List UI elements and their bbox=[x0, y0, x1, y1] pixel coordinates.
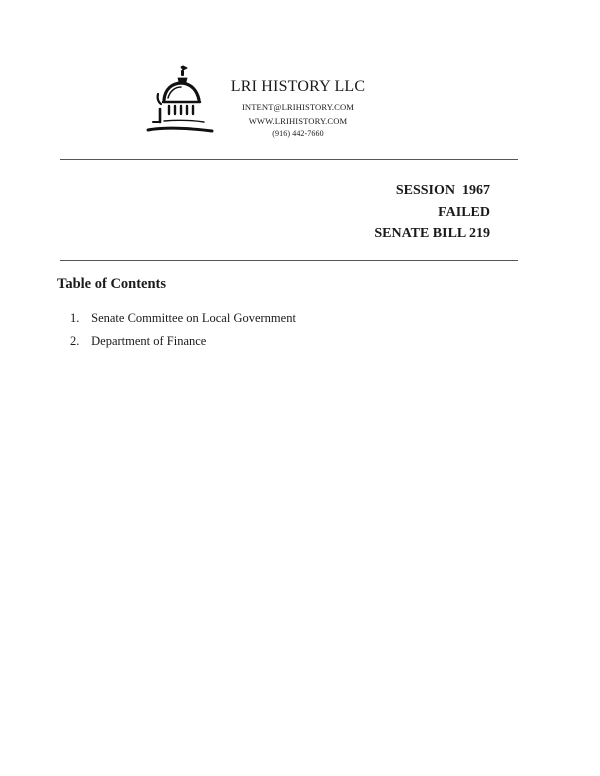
website-text: WWW.LRIHISTORY.COM bbox=[248, 115, 348, 126]
divider-top bbox=[60, 159, 518, 160]
divider-bottom bbox=[60, 260, 518, 261]
company-name: LRI HISTORY LLC bbox=[230, 78, 366, 95]
toc-item[interactable] bbox=[70, 330, 296, 353]
toc-item-number: 1. bbox=[70, 311, 80, 325]
bill-info bbox=[374, 180, 490, 245]
phone-text: (916) 442-7660 bbox=[272, 129, 324, 139]
toc-item-number: 2. bbox=[70, 334, 80, 348]
toc-item-label: Senate Committee on Local Government bbox=[91, 311, 296, 325]
capitol-dome-icon bbox=[144, 64, 214, 138]
email-text: INTENT@LRIHISTORY.COM bbox=[241, 102, 355, 112]
session-label: SESSION 1967 bbox=[395, 183, 490, 198]
letterhead bbox=[214, 78, 382, 139]
toc-list bbox=[70, 307, 296, 353]
toc-item-label: Department of Finance bbox=[91, 334, 207, 348]
bill-number: SENATE BILL 219 bbox=[374, 226, 490, 241]
bill-status: FAILED bbox=[438, 204, 490, 220]
toc-title: Table of Contents bbox=[57, 276, 167, 292]
toc-item[interactable] bbox=[70, 307, 296, 330]
